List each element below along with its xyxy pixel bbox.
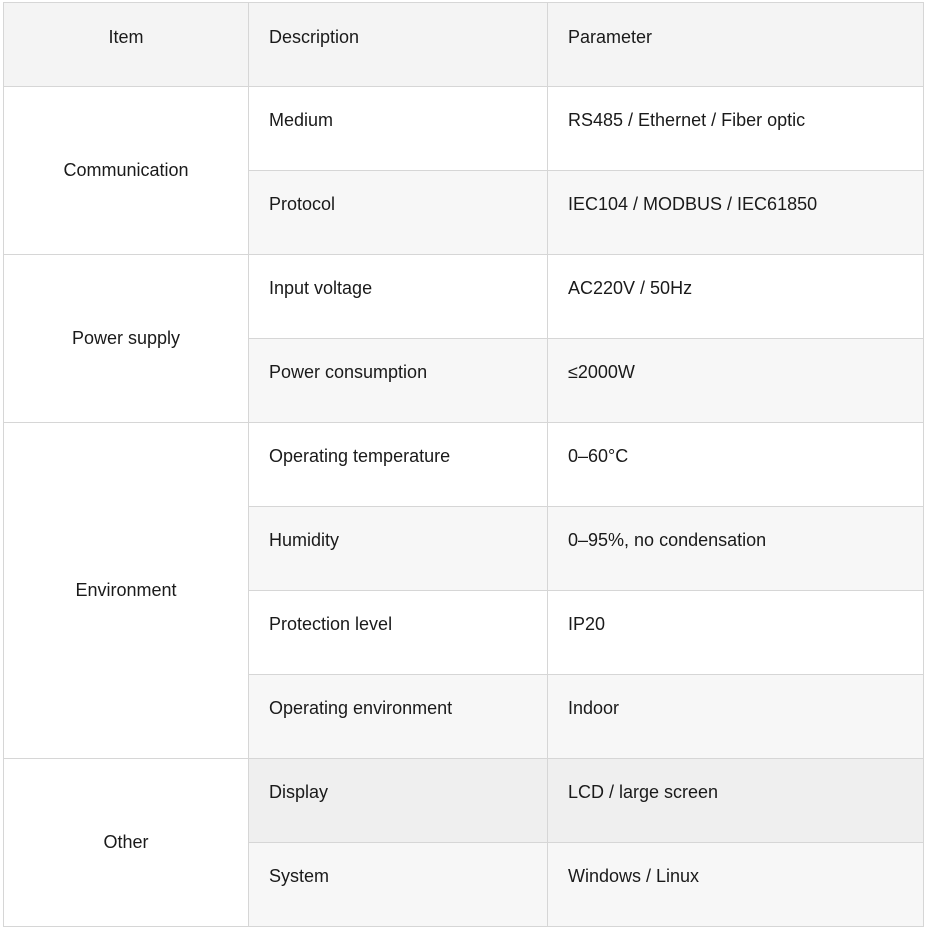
row-description: Power consumption — [249, 339, 548, 423]
group-power-supply: Power supply — [4, 255, 249, 423]
row-parameter: IP20 — [548, 591, 924, 675]
row-parameter: Indoor — [548, 675, 924, 759]
spec-table — [3, 2, 924, 927]
header-row — [4, 3, 924, 87]
row-description: Protection level — [249, 591, 548, 675]
row-description: Display — [249, 759, 548, 843]
table-row — [4, 759, 924, 843]
header-item: Item — [4, 3, 249, 87]
row-parameter: Windows / Linux — [548, 843, 924, 927]
header-description: Description — [249, 3, 548, 87]
row-description: Medium — [249, 87, 548, 171]
row-description: Operating temperature — [249, 423, 548, 507]
row-parameter: ≤2000W — [548, 339, 924, 423]
row-description: Humidity — [249, 507, 548, 591]
row-parameter: AC220V / 50Hz — [548, 255, 924, 339]
group-environment: Environment — [4, 423, 249, 759]
row-parameter: 0–60°C — [548, 423, 924, 507]
row-parameter: RS485 / Ethernet / Fiber optic — [548, 87, 924, 171]
row-parameter: LCD / large screen — [548, 759, 924, 843]
row-parameter: 0–95%, no condensation — [548, 507, 924, 591]
row-description: Operating environment — [249, 675, 548, 759]
group-communication: Communication — [4, 87, 249, 255]
table-row — [4, 255, 924, 339]
row-description: Protocol — [249, 171, 548, 255]
table-row — [4, 87, 924, 171]
group-other: Other — [4, 759, 249, 927]
row-description: System — [249, 843, 548, 927]
row-description: Input voltage — [249, 255, 548, 339]
table-row — [4, 423, 924, 507]
header-parameter: Parameter — [548, 3, 924, 87]
row-parameter: IEC104 / MODBUS / IEC61850 — [548, 171, 924, 255]
